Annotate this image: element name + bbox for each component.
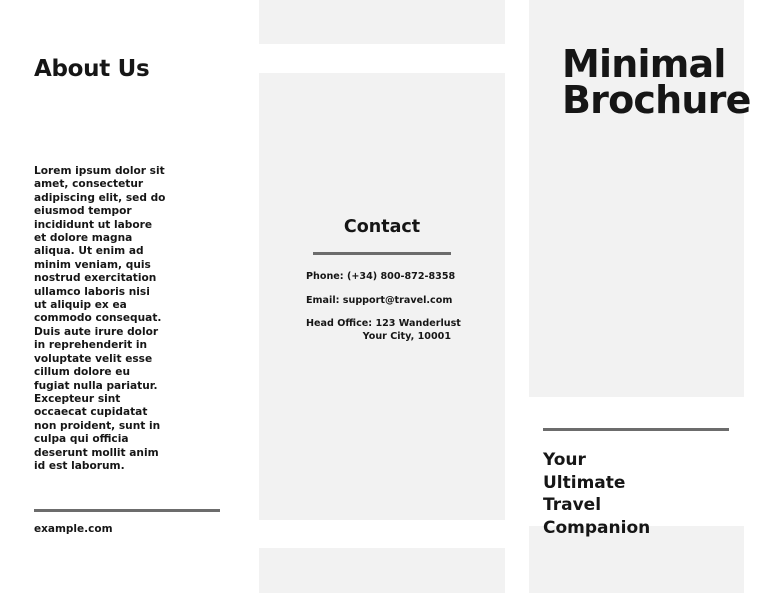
tagline-line-3: Travel <box>543 495 602 515</box>
brochure-title <box>562 42 751 122</box>
middle-bottom-block <box>259 548 505 593</box>
about-body-text: Lorem ipsum dolor sit amet, consectetur adipiscing elit, sed do eiusmod tempor incididunt ut labore et dolore magna aliqua. Ut enim ad minim veniam, quis nostrud exercitation ullamco laboris nisi ut aliquip ex ea commodo consequat. Duis aute irure dolor in reprehenderit in voluptate velit esse cillum dolore eu fugiat nulla pariatur. Excepteur sint occaecat cupidatat non proident, sunt in culpa qui officia deserunt mollit anim id est laborum. <box>34 165 166 472</box>
tagline-line-1: Your <box>543 450 586 470</box>
contact-phone: Phone: (+34) 800-872-8358 <box>306 271 456 282</box>
contact-office-address: Head Office: 123 Wanderlust <box>306 318 461 329</box>
contact-office-city: Your City, 10001 <box>362 331 451 342</box>
tagline-line-2: Ultimate <box>543 472 626 493</box>
contact-divider <box>313 252 451 255</box>
tagline <box>543 449 650 539</box>
website-link[interactable]: example.com <box>34 523 113 535</box>
contact-email: Email: support@travel.com <box>306 295 453 306</box>
contact-heading: Contact <box>343 217 421 237</box>
about-divider <box>34 509 220 512</box>
tagline-line-4: Companion <box>543 517 651 538</box>
brochure-title-line-2: Brochure <box>562 78 751 122</box>
cover-divider <box>543 428 729 431</box>
middle-top-block <box>259 0 505 44</box>
brochure-title-line-1: Minimal <box>562 42 726 86</box>
about-heading: About Us <box>34 56 150 82</box>
